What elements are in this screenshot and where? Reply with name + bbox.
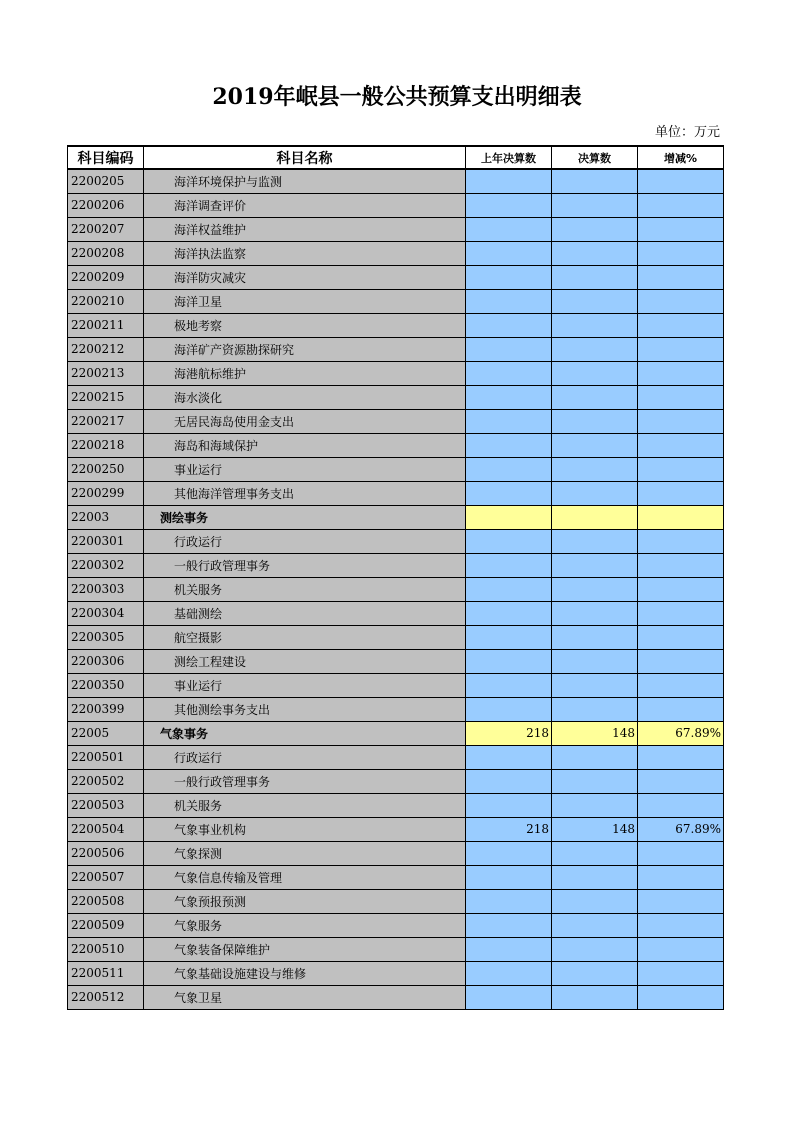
current-cell xyxy=(552,433,638,457)
prev-year-cell xyxy=(466,433,552,457)
name-cell: 海港航标维护 xyxy=(144,361,466,385)
code-cell: 2200501 xyxy=(68,745,144,769)
name-cell: 机关服务 xyxy=(144,793,466,817)
change-pct-cell xyxy=(638,673,724,697)
code-cell: 2200211 xyxy=(68,313,144,337)
prev-year-cell xyxy=(466,457,552,481)
prev-year-cell xyxy=(466,649,552,673)
prev-year-cell xyxy=(466,337,552,361)
table-row xyxy=(68,529,724,553)
change-pct-cell xyxy=(638,697,724,721)
table-row xyxy=(68,361,724,385)
current-cell xyxy=(552,361,638,385)
current-cell xyxy=(552,457,638,481)
name-cell: 一般行政管理事务 xyxy=(144,553,466,577)
current-cell xyxy=(552,577,638,601)
current-cell xyxy=(552,505,638,529)
change-pct-cell xyxy=(638,433,724,457)
change-pct-cell xyxy=(638,337,724,361)
change-pct-cell xyxy=(638,385,724,409)
unit-label: 单位：万元 xyxy=(654,125,720,140)
change-pct-cell xyxy=(638,313,724,337)
prev-year-cell xyxy=(466,529,552,553)
current-cell xyxy=(552,169,638,193)
prev-year-cell xyxy=(466,193,552,217)
change-pct-cell xyxy=(638,649,724,673)
code-cell: 2200507 xyxy=(68,865,144,889)
change-pct-cell: 67.89% xyxy=(638,817,724,841)
code-cell: 2200209 xyxy=(68,265,144,289)
current-cell xyxy=(552,601,638,625)
table-row xyxy=(68,625,724,649)
current-cell xyxy=(552,745,638,769)
name-cell: 其他测绘事务支出 xyxy=(144,697,466,721)
change-pct-cell xyxy=(638,505,724,529)
code-cell: 2200303 xyxy=(68,577,144,601)
table-row xyxy=(68,937,724,961)
table-row xyxy=(68,313,724,337)
current-cell xyxy=(552,289,638,313)
current-cell: 148 xyxy=(552,817,638,841)
change-pct-cell xyxy=(638,625,724,649)
name-cell: 气象预报预测 xyxy=(144,889,466,913)
table-header-row xyxy=(68,146,724,169)
prev-year-cell xyxy=(466,553,552,577)
table-row xyxy=(68,865,724,889)
prev-year-cell xyxy=(466,313,552,337)
change-pct-cell xyxy=(638,457,724,481)
current-cell xyxy=(552,985,638,1009)
change-pct-cell xyxy=(638,937,724,961)
code-cell: 2200218 xyxy=(68,433,144,457)
page-title: 2019年岷县一般公共预算支出明细表 xyxy=(212,84,582,110)
table-row xyxy=(68,841,724,865)
name-cell: 海洋执法监察 xyxy=(144,241,466,265)
name-cell: 事业运行 xyxy=(144,673,466,697)
name-cell: 海洋环境保护与监测 xyxy=(144,169,466,193)
table-row xyxy=(68,433,724,457)
code-cell: 22005 xyxy=(68,721,144,745)
code-cell: 2200301 xyxy=(68,529,144,553)
current-cell: 148 xyxy=(552,721,638,745)
name-cell: 航空摄影 xyxy=(144,625,466,649)
prev-year-cell xyxy=(466,745,552,769)
name-cell: 一般行政管理事务 xyxy=(144,769,466,793)
current-cell xyxy=(552,841,638,865)
change-pct-cell xyxy=(638,529,724,553)
prev-year-cell xyxy=(466,961,552,985)
current-cell xyxy=(552,937,638,961)
name-cell: 气象基础设施建设与维修 xyxy=(144,961,466,985)
code-cell: 2200210 xyxy=(68,289,144,313)
current-cell xyxy=(552,769,638,793)
change-pct-cell xyxy=(638,265,724,289)
change-pct-cell xyxy=(638,241,724,265)
change-pct-cell xyxy=(638,745,724,769)
table-row xyxy=(68,409,724,433)
code-cell: 2200508 xyxy=(68,889,144,913)
current-cell xyxy=(552,313,638,337)
change-pct-cell xyxy=(638,889,724,913)
code-cell: 2200504 xyxy=(68,817,144,841)
table-row xyxy=(68,985,724,1009)
prev-year-cell xyxy=(466,889,552,913)
prev-year-cell xyxy=(466,673,552,697)
prev-year-cell xyxy=(466,265,552,289)
code-cell: 2200506 xyxy=(68,841,144,865)
change-pct-cell xyxy=(638,865,724,889)
current-cell xyxy=(552,889,638,913)
table-row xyxy=(68,817,724,841)
prev-year-cell xyxy=(466,241,552,265)
table-row xyxy=(68,649,724,673)
current-cell xyxy=(552,337,638,361)
table-row xyxy=(68,337,724,361)
code-cell: 2200205 xyxy=(68,169,144,193)
table-row xyxy=(68,457,724,481)
table-row xyxy=(68,745,724,769)
code-cell: 2200215 xyxy=(68,385,144,409)
table-row xyxy=(68,793,724,817)
code-cell: 2200350 xyxy=(68,673,144,697)
table-row xyxy=(68,889,724,913)
category-row xyxy=(68,505,724,529)
table-row xyxy=(68,697,724,721)
current-cell xyxy=(552,265,638,289)
change-pct-cell xyxy=(638,217,724,241)
name-cell: 气象信息传输及管理 xyxy=(144,865,466,889)
name-cell: 海洋矿产资源勘探研究 xyxy=(144,337,466,361)
table-row xyxy=(68,241,724,265)
current-cell xyxy=(552,913,638,937)
current-cell xyxy=(552,529,638,553)
current-cell xyxy=(552,385,638,409)
change-pct-cell xyxy=(638,577,724,601)
current-cell xyxy=(552,793,638,817)
header-current: 决算数 xyxy=(552,146,638,169)
name-cell: 海水淡化 xyxy=(144,385,466,409)
category-row xyxy=(68,721,724,745)
name-cell: 海洋卫星 xyxy=(144,289,466,313)
prev-year-cell xyxy=(466,841,552,865)
name-cell: 机关服务 xyxy=(144,577,466,601)
name-cell: 海洋权益维护 xyxy=(144,217,466,241)
prev-year-cell xyxy=(466,169,552,193)
change-pct-cell xyxy=(638,793,724,817)
table-row xyxy=(68,265,724,289)
name-cell: 海岛和海域保护 xyxy=(144,433,466,457)
change-pct-cell xyxy=(638,169,724,193)
code-cell: 2200305 xyxy=(68,625,144,649)
change-pct-cell xyxy=(638,841,724,865)
current-cell xyxy=(552,409,638,433)
prev-year-cell xyxy=(466,985,552,1009)
code-cell: 2200306 xyxy=(68,649,144,673)
code-cell: 2200207 xyxy=(68,217,144,241)
prev-year-cell xyxy=(466,865,552,889)
name-cell: 事业运行 xyxy=(144,457,466,481)
current-cell xyxy=(552,865,638,889)
change-pct-cell xyxy=(638,601,724,625)
prev-year-cell xyxy=(466,505,552,529)
change-pct-cell xyxy=(638,769,724,793)
prev-year-cell: 218 xyxy=(466,817,552,841)
change-pct-cell xyxy=(638,481,724,505)
prev-year-cell xyxy=(466,577,552,601)
prev-year-cell xyxy=(466,361,552,385)
prev-year-cell xyxy=(466,289,552,313)
table-row xyxy=(68,577,724,601)
code-cell: 2200208 xyxy=(68,241,144,265)
change-pct-cell xyxy=(638,985,724,1009)
current-cell xyxy=(552,673,638,697)
prev-year-cell xyxy=(466,769,552,793)
code-cell: 2200399 xyxy=(68,697,144,721)
code-cell: 2200512 xyxy=(68,985,144,1009)
table-row xyxy=(68,673,724,697)
change-pct-cell xyxy=(638,409,724,433)
current-cell xyxy=(552,553,638,577)
header-name: 科目名称 xyxy=(144,146,466,169)
prev-year-cell xyxy=(466,913,552,937)
name-cell: 无居民海岛使用金支出 xyxy=(144,409,466,433)
budget-table xyxy=(67,145,724,1010)
name-cell: 海洋防灾减灾 xyxy=(144,265,466,289)
name-cell: 测绘事务 xyxy=(144,505,466,529)
current-cell xyxy=(552,697,638,721)
table-row xyxy=(68,601,724,625)
code-cell: 2200299 xyxy=(68,481,144,505)
name-cell: 海洋调查评价 xyxy=(144,193,466,217)
table-row xyxy=(68,481,724,505)
prev-year-cell xyxy=(466,625,552,649)
prev-year-cell xyxy=(466,697,552,721)
change-pct-cell xyxy=(638,553,724,577)
table-row xyxy=(68,193,724,217)
code-cell: 2200304 xyxy=(68,601,144,625)
change-pct-cell xyxy=(638,961,724,985)
prev-year-cell xyxy=(466,481,552,505)
name-cell: 气象探测 xyxy=(144,841,466,865)
current-cell xyxy=(552,625,638,649)
table-row xyxy=(68,769,724,793)
code-cell: 2200511 xyxy=(68,961,144,985)
name-cell: 气象事业机构 xyxy=(144,817,466,841)
code-cell: 2200503 xyxy=(68,793,144,817)
name-cell: 气象装备保障维护 xyxy=(144,937,466,961)
code-cell: 2200502 xyxy=(68,769,144,793)
prev-year-cell xyxy=(466,217,552,241)
name-cell: 行政运行 xyxy=(144,529,466,553)
code-cell: 2200217 xyxy=(68,409,144,433)
current-cell xyxy=(552,193,638,217)
code-cell: 2200212 xyxy=(68,337,144,361)
code-cell: 2200509 xyxy=(68,913,144,937)
table-row xyxy=(68,217,724,241)
prev-year-cell xyxy=(466,409,552,433)
name-cell: 气象事务 xyxy=(144,721,466,745)
change-pct-cell xyxy=(638,361,724,385)
code-cell: 2200302 xyxy=(68,553,144,577)
current-cell xyxy=(552,961,638,985)
change-pct-cell xyxy=(638,913,724,937)
code-cell: 2200206 xyxy=(68,193,144,217)
prev-year-cell: 218 xyxy=(466,721,552,745)
change-pct-cell: 67.89% xyxy=(638,721,724,745)
table-row xyxy=(68,913,724,937)
code-cell: 2200213 xyxy=(68,361,144,385)
code-cell: 2200250 xyxy=(68,457,144,481)
name-cell: 极地考察 xyxy=(144,313,466,337)
table-row xyxy=(68,289,724,313)
header-change-pct: 增减% xyxy=(638,146,724,169)
name-cell: 气象卫星 xyxy=(144,985,466,1009)
name-cell: 其他海洋管理事务支出 xyxy=(144,481,466,505)
table-row xyxy=(68,169,724,193)
change-pct-cell xyxy=(638,193,724,217)
name-cell: 行政运行 xyxy=(144,745,466,769)
header-code: 科目编码 xyxy=(68,146,144,169)
code-cell: 2200510 xyxy=(68,937,144,961)
prev-year-cell xyxy=(466,601,552,625)
current-cell xyxy=(552,481,638,505)
name-cell: 测绘工程建设 xyxy=(144,649,466,673)
prev-year-cell xyxy=(466,793,552,817)
change-pct-cell xyxy=(638,289,724,313)
table-row xyxy=(68,385,724,409)
current-cell xyxy=(552,241,638,265)
prev-year-cell xyxy=(466,937,552,961)
code-cell: 22003 xyxy=(68,505,144,529)
table-row xyxy=(68,553,724,577)
prev-year-cell xyxy=(466,385,552,409)
header-prev-year: 上年决算数 xyxy=(466,146,552,169)
table-row xyxy=(68,961,724,985)
current-cell xyxy=(552,217,638,241)
name-cell: 基础测绘 xyxy=(144,601,466,625)
current-cell xyxy=(552,649,638,673)
name-cell: 气象服务 xyxy=(144,913,466,937)
